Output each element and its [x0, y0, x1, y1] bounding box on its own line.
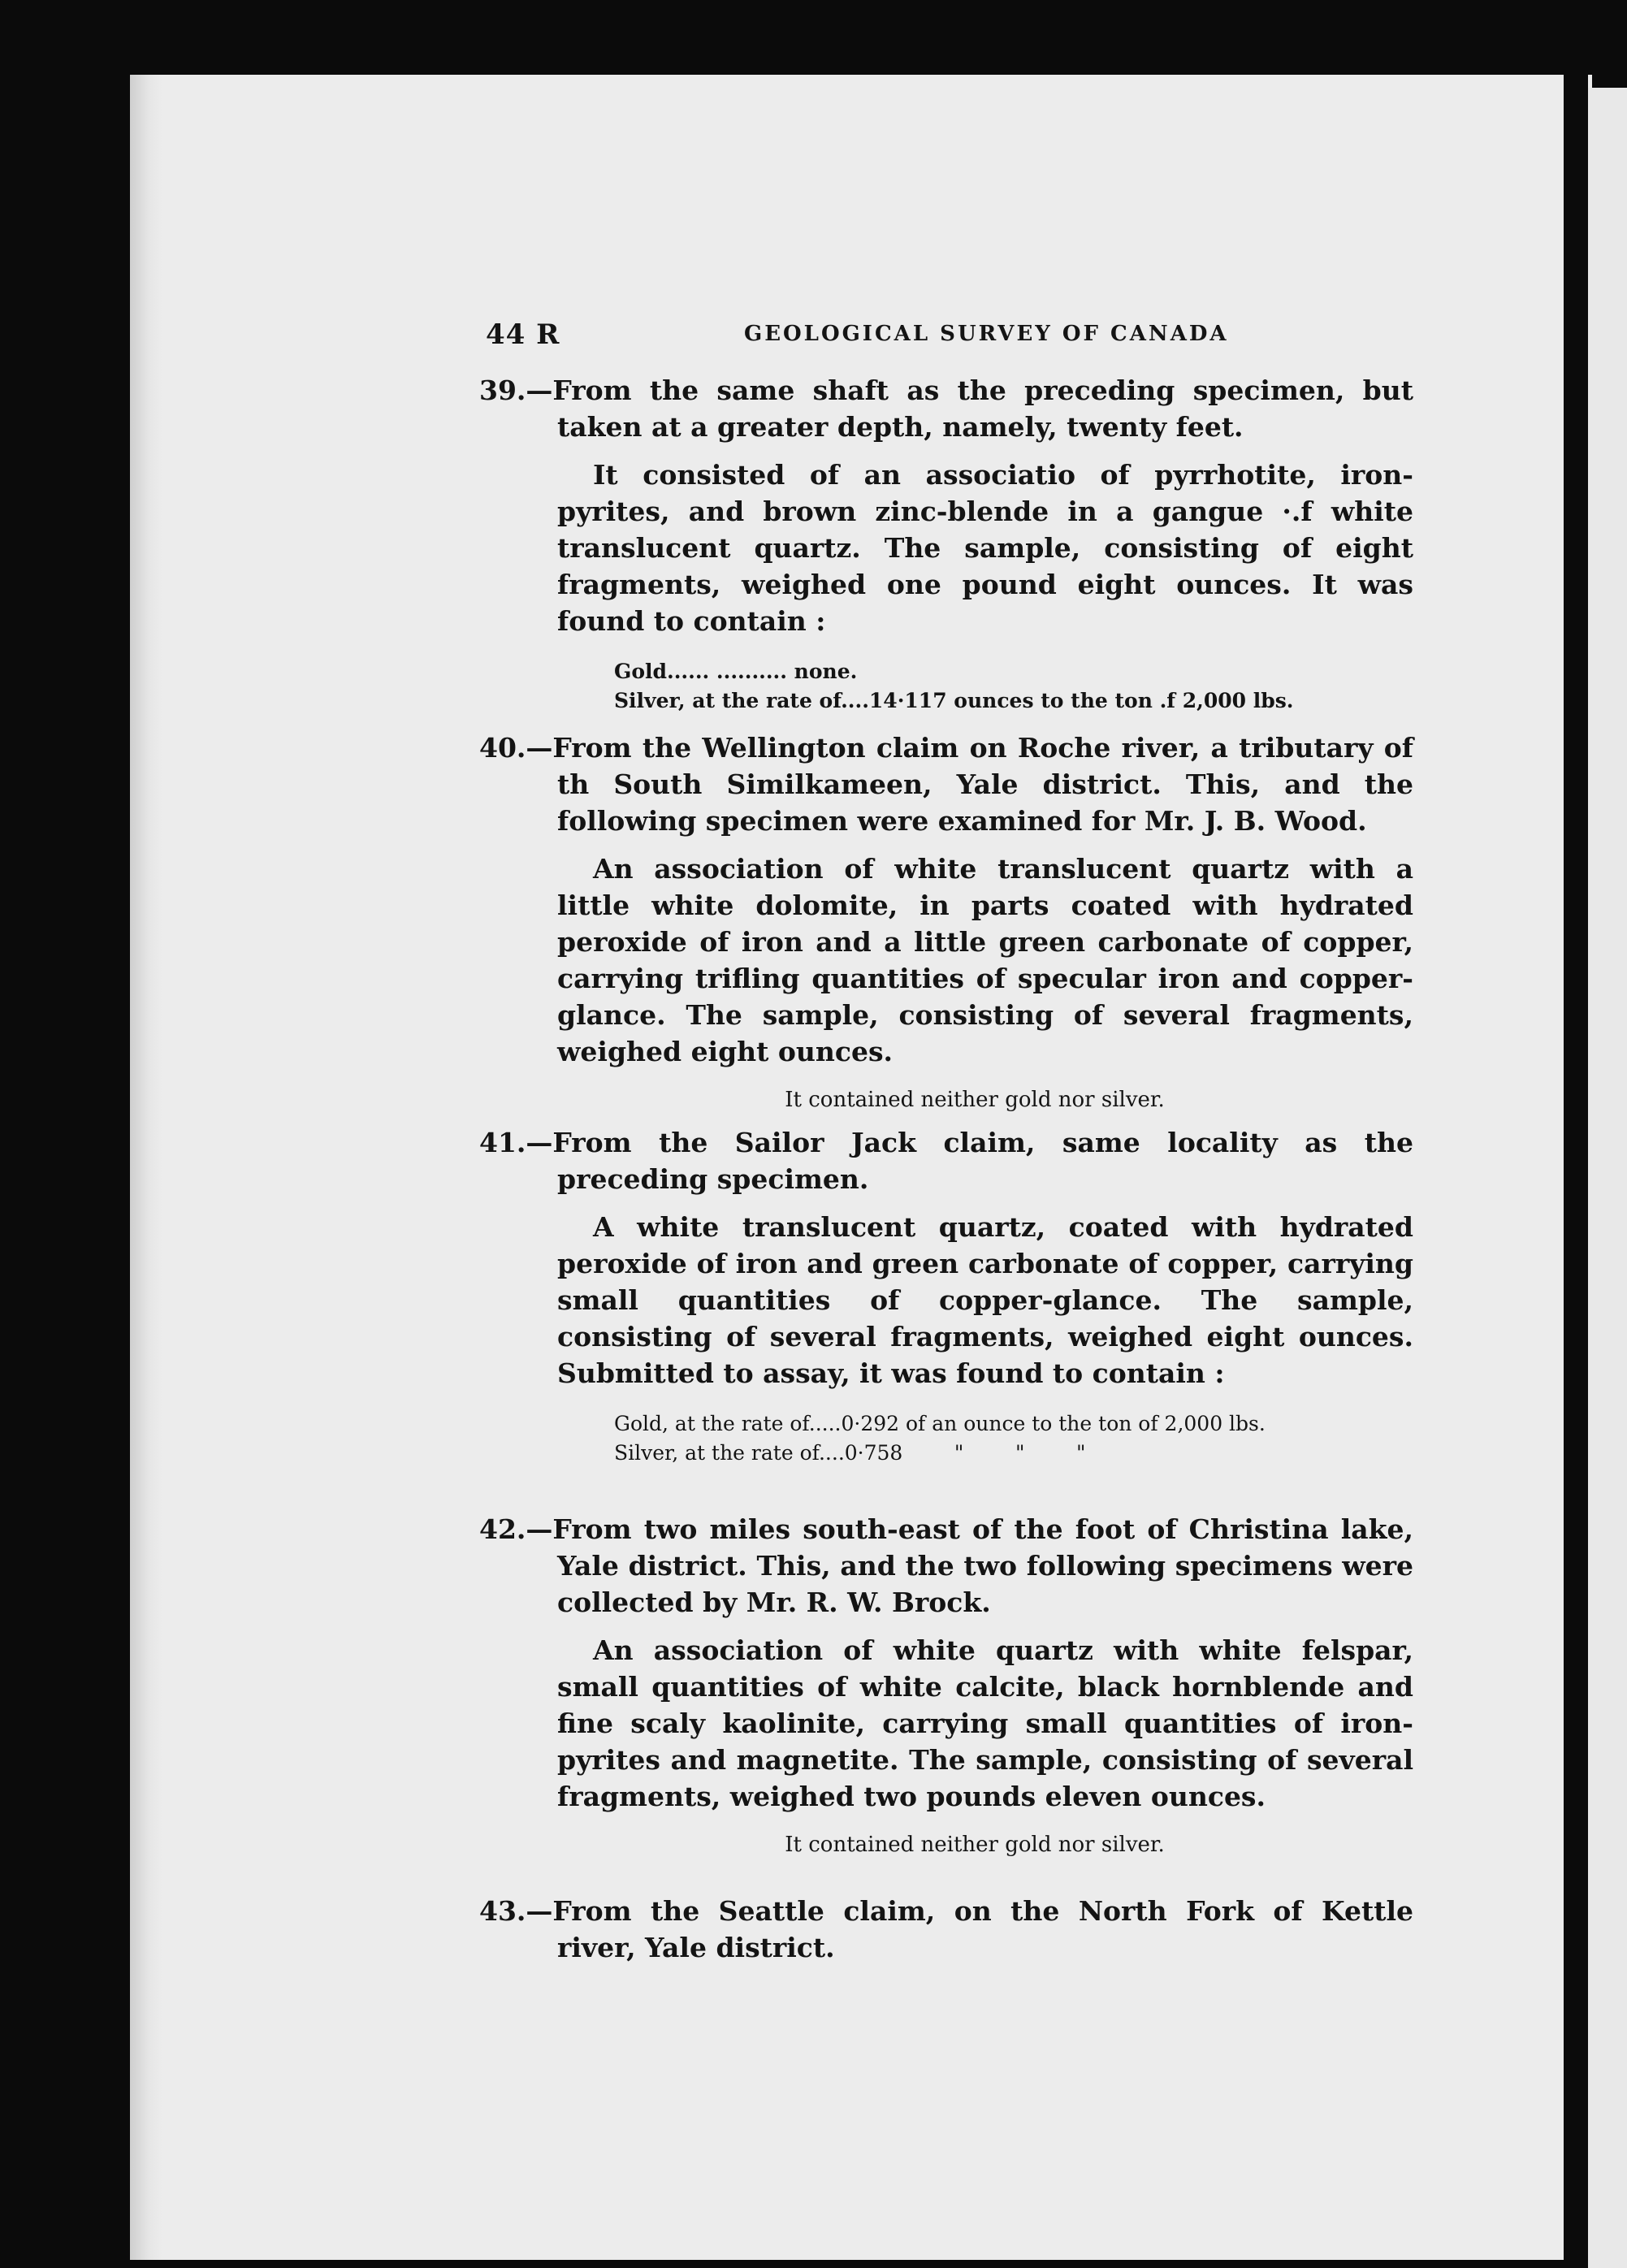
assay-silver: Silver, at the rate of....14·117 ounces to the ton .f 2,000 lbs. [614, 689, 1294, 712]
entry-40 [479, 729, 1413, 1112]
entry-heading: 43.—From the Seattle claim, on the North Fork of Kettle river, Yale district. [479, 1895, 1413, 1963]
facing-page-edge [1588, 88, 1627, 2268]
entry-heading: 42.—From two miles south-east of the foot of Christina lake, Yale district. This, and the two following specimens were collected by Mr. R. W. Brock. [479, 1513, 1413, 1618]
page-gutter [1564, 75, 1588, 2268]
running-title: GEOLOGICAL SURVEY OF CANADA [744, 322, 1229, 346]
assay-results [479, 1409, 1413, 1468]
entry-description: An association of white quartz with white felspar, small quantities of white calcite, black hornblende and fine scaly kaolinite, carrying small quantities of iron-pyrites and magnetite. The sample, consisting of several fragments, weighed two pounds eleven ounces. [557, 1634, 1413, 1812]
entry-heading: 40.—From the Wellington claim on Roche river, a tributary of th South Similkameen, Yale district. This, and the following specimen were examined for Mr. J. B. Wood. [479, 732, 1413, 837]
entry-41 [479, 1124, 1413, 1468]
page-binding-edge [130, 75, 162, 2260]
entry-42 [479, 1511, 1413, 1857]
entry-heading: 39.—From the same shaft as the preceding specimen, but taken at a greater depth, namely, twenty feet. [479, 374, 1413, 443]
entry-43 [479, 1893, 1413, 1966]
entry-description: It consisted of an associatio of pyrrhotite, iron-pyrites, and brown zinc-blende in a gangue ·.f white translucent quartz. The sample, consisting of eight fragments, weighed one pound eight ounces. It was found to contain : [557, 459, 1413, 637]
assay-results [479, 657, 1413, 716]
assay-note: It contained neither gold nor silver. [785, 1088, 1165, 1112]
entry-description: A white translucent quartz, coated with hydrated peroxide of iron and green carbonate of copper, carrying small quantities of copper-glance. The sample, consisting of several fragments, weighed eight ounces. Submitted to assay, it was found to contain : [557, 1211, 1413, 1389]
entry-heading: 41.—From the Sailor Jack claim, same locality as the preceding specimen. [479, 1127, 1413, 1195]
entry-description: An association of white translucent quartz with a little white dolomite, in parts coated with hydrated peroxide of iron and a little green carbonate of copper, carrying trifling quantities of specular iron and copper-glance. The sample, consisting of several fragments, weighed eight ounces. [557, 853, 1413, 1067]
page-number: 44 R [486, 318, 560, 351]
assay-silver: Silver, at the rate of....0·758 " " " [614, 1441, 1086, 1465]
assay-gold: Gold, at the rate of.....0·292 of an ounce to the ton of 2,000 lbs. [614, 1412, 1266, 1435]
entry-39 [479, 372, 1413, 716]
assay-gold: Gold...... .......... none. [614, 660, 858, 683]
assay-note: It contained neither gold nor silver. [785, 1833, 1165, 1857]
